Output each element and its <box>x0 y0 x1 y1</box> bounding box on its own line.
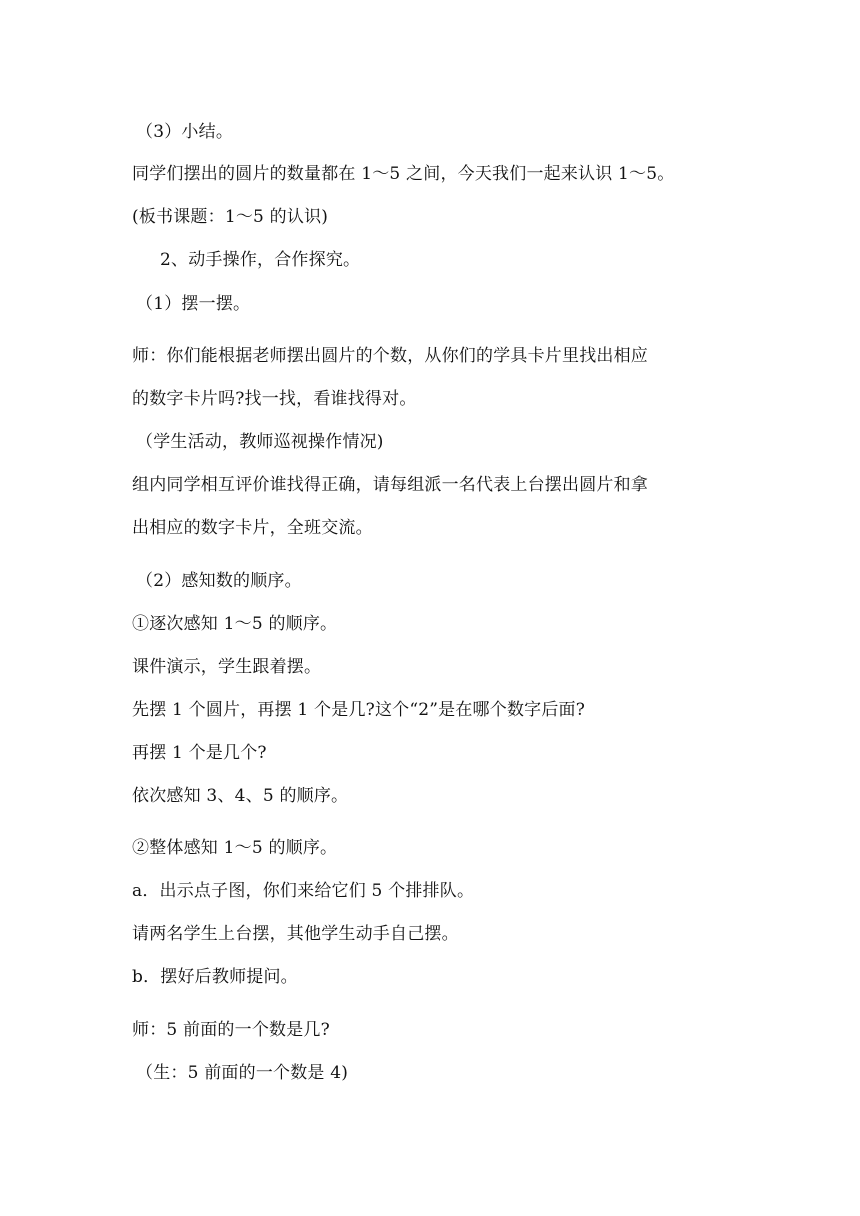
text-line-two-students: 请两名学生上台摆，其他学生动手自己摆。 <box>132 924 459 944</box>
text-line-teacher-five-question: 师：5 前面的一个数是几? <box>132 1020 330 1040</box>
text-line-placing-again: 再摆 1 个是几个? <box>132 743 267 763</box>
text-line-dot-diagram: a．出示点子图，你们来给它们 5 个排排队。 <box>132 881 475 901</box>
text-line-summary-heading: （3）小结。 <box>136 122 234 142</box>
text-line-student-activity: （学生活动，教师巡视操作情况) <box>136 432 384 452</box>
text-line-teacher-question: 师：你们能根据老师摆出圆片的个数，从你们的学具卡片里找出相应 <box>132 346 648 366</box>
text-line-teacher-question-cont: 的数字卡片吗?找一找，看谁找得对。 <box>132 389 417 409</box>
text-line-section-heading: 2、动手操作，合作探究。 <box>160 250 361 270</box>
text-line-board-title: (板书课题：1～5 的认识) <box>132 207 329 227</box>
text-line-sequential-order: ①逐次感知 1～5 的顺序。 <box>132 614 338 634</box>
text-line-step-one-heading: （1）摆一摆。 <box>136 294 251 314</box>
text-line-summary-body: 同学们摆出的圆片的数量都在 1～5 之间，今天我们一起来认识 1～5。 <box>132 164 675 184</box>
text-line-whole-order: ②整体感知 1～5 的顺序。 <box>132 838 338 858</box>
text-line-order-three-four-five: 依次感知 3、4、5 的顺序。 <box>132 786 349 806</box>
text-line-placing-question: 先摆 1 个圆片，再摆 1 个是几?这个“2”是在哪个数字后面? <box>132 700 586 720</box>
text-line-courseware-demo: 课件演示，学生跟着摆。 <box>132 657 322 677</box>
text-line-step-two-heading: （2）感知数的顺序。 <box>136 571 302 591</box>
text-line-group-evaluation: 组内同学相互评价谁找得正确，请每组派一名代表上台摆出圆片和拿 <box>132 475 648 495</box>
text-line-group-evaluation-cont: 出相应的数字卡片，全班交流。 <box>132 518 373 538</box>
text-line-student-answer: （生：5 前面的一个数是 4) <box>136 1063 349 1083</box>
text-line-teacher-asks: b．摆好后教师提问。 <box>132 967 298 987</box>
